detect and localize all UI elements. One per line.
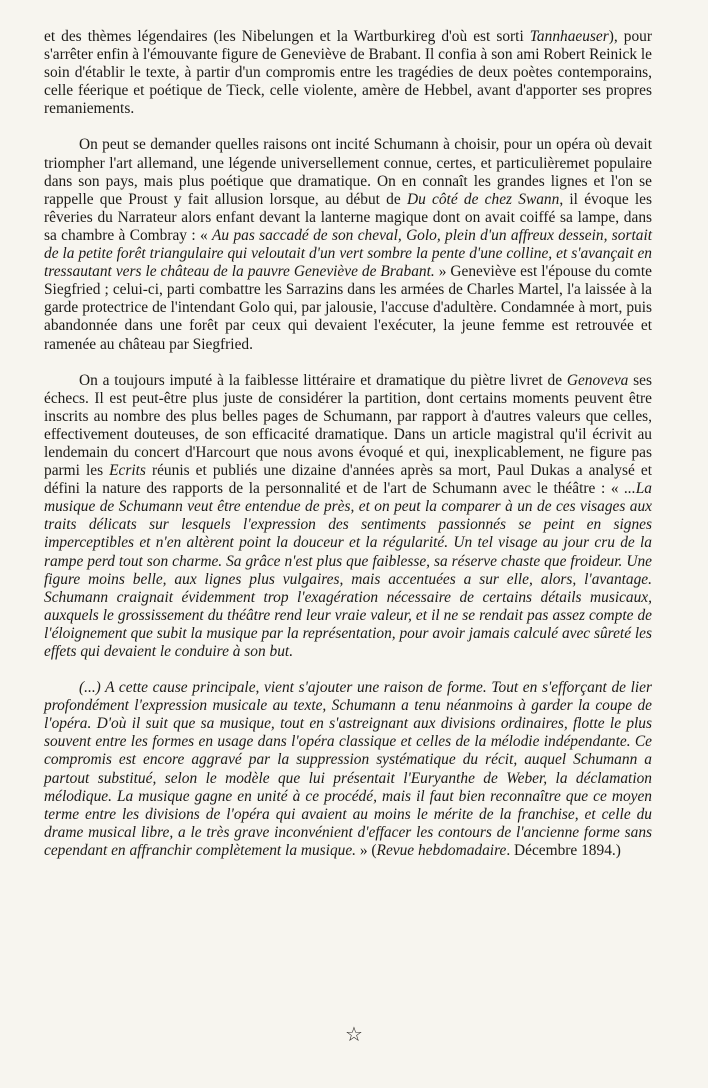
text-run: et des thèmes légendaires (les Nibelungen et la Wartburkireg d'où est sorti <box>44 28 530 45</box>
text-run: . Décembre 1894.) <box>506 841 621 859</box>
italic-text: ...La musique de Schumann veut être entendue de près, et on peut la comparer à un de ces visages aux traits délicats sur lesquels l'expression des sentiments passionnés se peint en signes imperceptibles et n'en altèrent point la douceur et la régularité. Un tel visage au jour cru de la rampe perd tout son charme. Sa grâce n'est plus que faiblesse, sa réserve chaste que froideur. Une figure moins belle, aux lignes plus vulgaires, mais accentuées a sur elle, alors, l'avantage. Schumann craignait évidemment trop l'exagération nécessaire de certains détails musicaux, auxquels le grossissement du théâtre rend leur vraie valeur, et il ne se rendait pas assez compte de l'éloignement que subit la musique par la représentation, pour avoir jamais calculé avec sûreté les effets qui devaient le conduire à son but. <box>44 480 652 660</box>
italic-text: Ecrits <box>109 462 146 480</box>
italic-text: (...) A cette cause principale, vient s'ajouter une raison de forme. Tout en s'efforçant de lier profondément l'expression musicale au texte, Schumann a tenu néanmoins à garder la coupe de l'opéra. D'où il suit que sa musique, tout en s'astreignant aux divisions ordinaires, flotte le plus souvent entre les formes en usage dans l'opéra classique et celles de la mélodie indépendante. Ce compromis est encore aggravé par la suppression systématique du récit, auquel Schumann a partout substitué, selon le modèle que lui présentait l'Euryanthe de Weber, la déclamation mélodique. La musique gagne en unité à ce procédé, mais il faut bien reconnaître que ce moyen terme entre les divisions de l'opéra qui avaient au moins le mérite de la franchise, et celle du drame musical libre, a le très grave inconvénient d'effacer les contours de l'ancienne forme sans cependant en affranchir complètement la musique. <box>44 679 652 859</box>
italic-text: Tannhaeuser <box>529 28 609 45</box>
text-run: réunis et publiés une dizaine d'années après sa mort, Paul Dukas a analysé et défini la nature des rapports de la personnalité et de l'art de Schumann avec le théâtre : « <box>44 462 652 498</box>
paragraph-2 <box>44 136 652 353</box>
text-run: ses échecs. Il est peut-être plus juste de considérer la partition, dont certains moments peuvent être inscrits au nombre des plus belles pages de Schumann, par rapport à d'autres valeurs que celles, effectivement douteuses, de son efficacité dramatique. Dans un article magistral qu'il écrivit au lendemain du concert d'Harcourt que nous avons évoqué et qui, inexplicablement, ne figure pas parmi les <box>44 371 652 480</box>
italic-text: Revue hebdomadaire <box>376 841 507 859</box>
text-run: On peut se demander quelles raisons ont incité Schumann à choisir, pour un opéra où devait triompher l'art allemand, une légende universellement connue, certes, et particulièremet populaire dans son pays, mais plus poétique que dramatique. On en connaît les grandes lignes et l'on se rappelle que Proust y fait allusion lorsque, au début de <box>44 136 652 208</box>
text-run: » ( <box>356 841 377 859</box>
text-run: , il évoque les rêveries du Narrateur alors enfant devant la lanterne magique dont on avait coiffé sa lampe, dans sa chambre à Combray : « <box>44 190 652 244</box>
paragraph-1 <box>44 28 652 118</box>
text-run: » Geneviève est l'épouse du comte Siegfried ; celui-ci, parti combattre les Sarrazins dans les armées de Charles Martel, l'a laissée à la garde protectrice de l'intendant Golo qui, par jalousie, l'accuse d'adultère. Condamnée à mort, puis abandonnée dans une forêt par ceux qui devaient l'exécuter, la jeune femme est retrouvée et ramenée au château par Siegfried. <box>44 263 652 353</box>
text-run: ), pour s'arrêter enfin à l'émouvante figure de Geneviève de Brabant. Il confia à son ami Robert Reinick le soin d'établir le texte, à partir d'un compromis entre les tragédies de deux poètes contemporains, celle féerique et poétique de Tieck, celle violente, amère de Hebbel, avant d'apporter ses propres remaniements. <box>44 28 652 118</box>
page-text <box>44 28 652 860</box>
paragraph-4 <box>44 679 652 860</box>
star-ornament-icon: ☆ <box>345 1022 363 1046</box>
italic-text: Au pas saccadé de son cheval, Golo, plein d'un affreux dessein, sortait de la petite forêt triangulaire qui veloutait d'un vert sombre la pente d'une colline, et s'avançait en tressautant vers le château de la pauvre Geneviève de Brabant. <box>44 226 652 281</box>
text-run: On a toujours imputé à la faiblesse littéraire et dramatique du piètre livret de <box>79 371 567 389</box>
italic-text: Du côté de chez Swann <box>406 190 560 208</box>
paragraph-3 <box>44 372 652 662</box>
italic-text: Genoveva <box>566 371 629 389</box>
